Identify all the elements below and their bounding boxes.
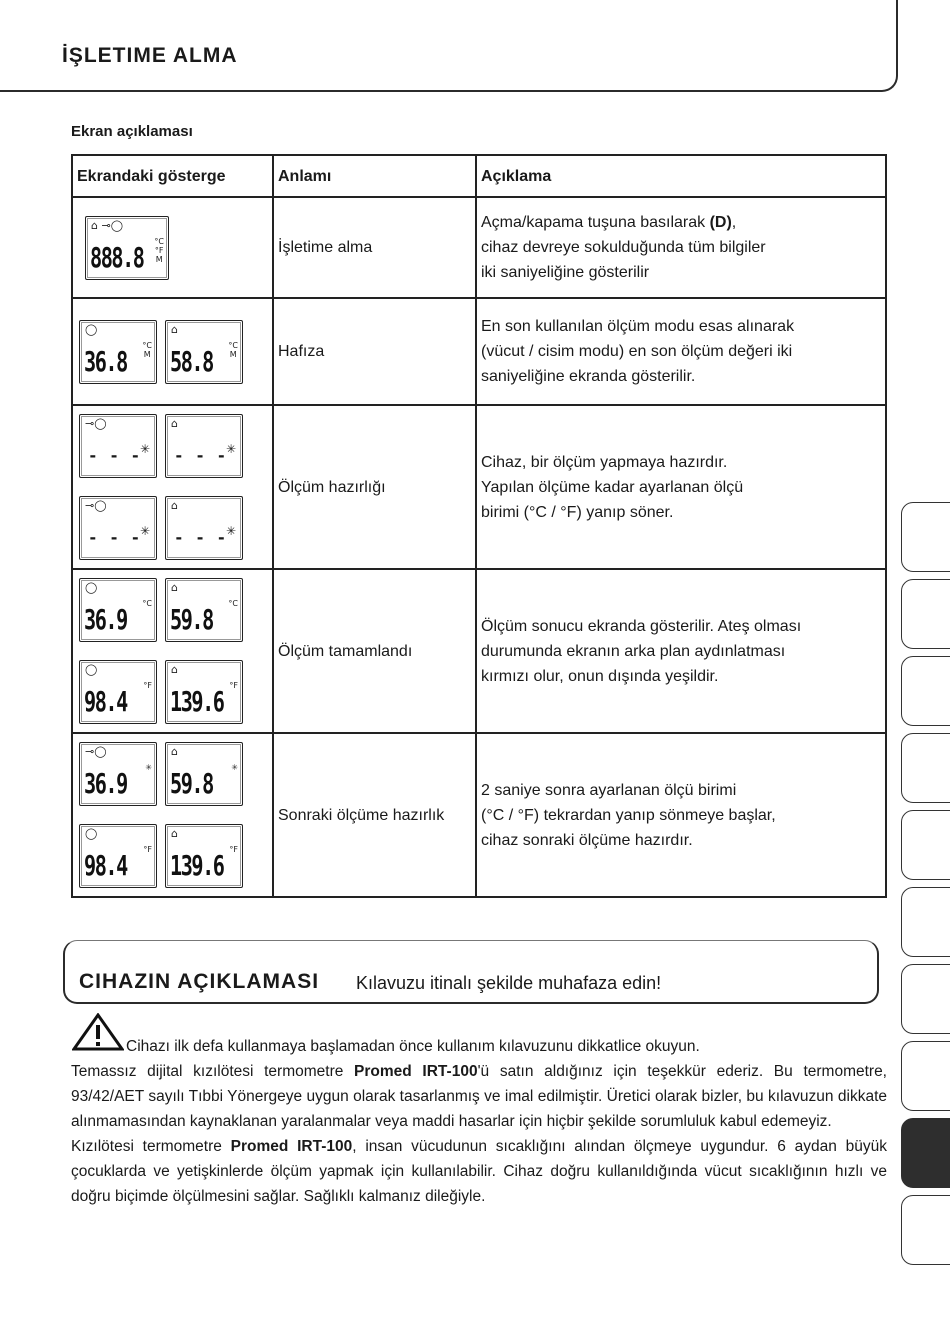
mode-icon: ◯ <box>85 322 98 336</box>
lcd-display <box>79 496 157 560</box>
lcd-digits: 98.4 <box>84 685 127 718</box>
lcd-digits: 139.6 <box>170 849 224 882</box>
mode-icon: ⌂ <box>171 827 178 840</box>
product-name: Promed IRT-100 <box>230 1138 353 1155</box>
paragraph-text: Temassız dijital kızılötesi termometre <box>71 1063 355 1080</box>
blinking-unit-icon: ✳ <box>139 442 150 456</box>
description-text: cihaz devreye sokulduğunda tüm bilgiler <box>481 239 766 256</box>
lcd-unit: °F <box>143 681 152 690</box>
mode-icon: ⊸◯ <box>85 745 107 758</box>
meaning-cell: Hafıza <box>273 298 476 405</box>
lcd-display <box>165 496 243 560</box>
table-caption: Ekran açıklaması <box>71 123 193 140</box>
meaning-cell: Sonraki ölçüme hazırlık <box>273 733 476 897</box>
paragraph <box>71 1059 887 1134</box>
description-text: Cihaz, bir ölçüm yapmaya hazırdır. <box>481 453 728 471</box>
lcd-dashes: - - - <box>174 528 228 547</box>
table-row <box>72 405 886 569</box>
blinking-unit-icon: ✳ <box>139 524 150 538</box>
lcd-unit: °F <box>229 681 238 690</box>
description-text: 2 saniye sonra ayarlanan ölçü birimi <box>481 781 737 799</box>
lcd-display <box>79 320 157 384</box>
lcd-digits: 58.8 <box>170 344 213 378</box>
blinking-unit-icon: ✳ <box>225 442 236 456</box>
mode-icon: ⌂ <box>171 499 178 512</box>
description-text: Yapılan ölçüme kadar ayarlanan ölçü <box>481 478 744 496</box>
description-text: iki saniyeliğine gösterilir <box>481 264 650 281</box>
paragraph-text: 'ü satın aldığınız için teşekkür ederiz. Bu termometre, 93/42/AET sayılı Tıbbi Yönergeye uygun olarak tasarlanmış ve imal edilmiştir. Üretici olarak bizler, bu kılavuzun dikkate alınmamasından kaynaklanan yaralanmalar veya maddi hasarlar için hiçbir şekilde sorumluluk kabul edemeyiz. <box>71 1063 887 1130</box>
paragraph-text: Kızılötesi termometre <box>71 1138 231 1155</box>
meaning-cell: Ölçüm hazırlığı <box>273 405 476 569</box>
description-text: durumunda ekranın arka plan aydınlatması <box>481 642 786 660</box>
side-tab[interactable] <box>901 733 950 803</box>
description-text: , <box>731 214 737 231</box>
lcd-display <box>79 414 157 478</box>
column-header: Açıklama <box>476 155 886 197</box>
mode-icon: ⌂ <box>171 322 178 336</box>
description-text: En son kullanılan ölçüm modu esas alınarak <box>481 318 795 335</box>
lcd-display <box>165 320 243 384</box>
description-text: saniyeliğine ekranda gösterilir. <box>481 368 696 385</box>
lcd-display <box>79 824 157 888</box>
mode-icon: ⌂ <box>171 663 178 676</box>
description-bold: (D) <box>709 214 732 231</box>
lcd-unit: °C M <box>228 340 238 359</box>
lcd-digits: 36.8 <box>84 344 127 378</box>
mode-icon: ⌂ ⊸◯ <box>91 218 124 232</box>
lcd-digits: 36.9 <box>84 767 127 800</box>
lcd-unit: °C <box>142 599 152 608</box>
lcd-display <box>165 414 243 478</box>
mode-icon: ⊸◯ <box>85 417 107 430</box>
device-description <box>71 1034 887 1209</box>
lcd-display <box>165 742 243 806</box>
lcd-display <box>79 660 157 724</box>
column-header: Anlamı <box>273 155 476 197</box>
description-text: (°C / °F) tekrardan yanıp sönmeye başlar, <box>481 806 776 824</box>
mode-icon: ⊸◯ <box>85 499 107 512</box>
table-row <box>72 298 886 405</box>
lcd-display <box>79 742 157 806</box>
lcd-dashes: - - - <box>88 446 142 465</box>
device-section-title: CIHAZIN AÇIKLAMASI <box>79 970 320 993</box>
lcd-display <box>165 578 243 642</box>
meaning-cell: İşletime alma <box>273 197 476 298</box>
lcd-display <box>85 216 169 280</box>
description-text: Açma/kapama tuşuna basılarak <box>481 214 710 231</box>
description-text: (vücut / cisim modu) en son ölçüm değeri iki <box>481 343 793 360</box>
description-cell <box>476 405 886 569</box>
paragraph-text: , insan vücudunun sıcaklığını alından ölçmeye uygundur. 6 aydan büyük çocuklarda ve yetişkinlerde ölçüm yapmak için kullanılabilir. Cihaz doğru kullanıldığında vücut sıcaklığının hızlı ve doğru biçimde ölçülmesini sağlar. Sağlıklı kalmanız dileğiyle. <box>71 1138 887 1205</box>
table-row <box>72 569 886 733</box>
description-cell <box>476 298 886 405</box>
description-text: kırmızı olur, onun dışında yeşildir. <box>481 667 719 685</box>
paragraph <box>71 1134 887 1209</box>
display-cell <box>72 197 273 298</box>
lcd-display <box>165 660 243 724</box>
table-row <box>72 197 886 298</box>
description-text: cihaz sonraki ölçüme hazırdır. <box>481 831 693 849</box>
side-tab[interactable] <box>901 964 950 1034</box>
lcd-unit: ✳ <box>145 763 152 772</box>
warning-text: Cihazı ilk defa kullanmaya başlamadan önce kullanım kılavuzunu dikkatlice okuyun. <box>126 1038 700 1055</box>
product-name: Promed IRT-100 <box>354 1063 478 1080</box>
display-cell <box>72 733 273 897</box>
lcd-unit: °C °F M <box>154 236 164 264</box>
lcd-digits: 98.4 <box>84 849 127 882</box>
screen-explanation-table <box>71 154 887 898</box>
side-tab[interactable] <box>901 502 950 572</box>
description-cell <box>476 197 886 298</box>
side-tab[interactable] <box>901 810 950 880</box>
lcd-digits: 139.6 <box>170 685 224 718</box>
lcd-digits: 59.8 <box>170 603 213 636</box>
lcd-unit: °F <box>229 845 238 854</box>
lcd-unit: °F <box>143 845 152 854</box>
description-cell <box>476 733 886 897</box>
mode-icon: ◯ <box>85 827 98 840</box>
mode-icon: ⌂ <box>171 745 178 758</box>
display-cell <box>72 569 273 733</box>
side-tab[interactable] <box>901 1118 950 1188</box>
display-cell <box>72 298 273 405</box>
side-tab[interactable] <box>901 656 950 726</box>
mode-icon: ⌂ <box>171 581 178 594</box>
lcd-unit: °C M <box>142 340 152 359</box>
description-text: birimi (°C / °F) yanıp söner. <box>481 503 674 521</box>
table-row <box>72 733 886 897</box>
side-tab[interactable] <box>901 1195 950 1265</box>
side-tab[interactable] <box>901 1041 950 1111</box>
device-section-subtitle: Kılavuzu itinalı şekilde muhafaza edin! <box>356 973 662 993</box>
table-header-row <box>72 155 886 197</box>
lcd-digits: 36.9 <box>84 603 127 636</box>
lcd-dashes: - - - <box>88 528 142 547</box>
mode-icon: ◯ <box>85 581 98 594</box>
description-cell <box>476 569 886 733</box>
display-cell <box>72 405 273 569</box>
lcd-unit: ✳ <box>231 763 238 772</box>
meaning-cell: Ölçüm tamamlandı <box>273 569 476 733</box>
lcd-display <box>165 824 243 888</box>
lcd-digits: 888.8 <box>90 240 144 274</box>
mode-icon: ◯ <box>85 663 98 676</box>
side-tab[interactable] <box>901 579 950 649</box>
lcd-display <box>79 578 157 642</box>
lcd-unit: °C <box>228 599 238 608</box>
lcd-digits: 59.8 <box>170 767 213 800</box>
blinking-unit-icon: ✳ <box>225 524 236 538</box>
description-text: Ölçüm sonucu ekranda gösterilir. Ateş olması <box>481 617 802 635</box>
lcd-dashes: - - - <box>174 446 228 465</box>
column-header: Ekrandaki gösterge <box>72 155 273 197</box>
section-title: İŞLETIME ALMA <box>62 44 238 67</box>
side-tab[interactable] <box>901 887 950 957</box>
mode-icon: ⌂ <box>171 417 178 430</box>
